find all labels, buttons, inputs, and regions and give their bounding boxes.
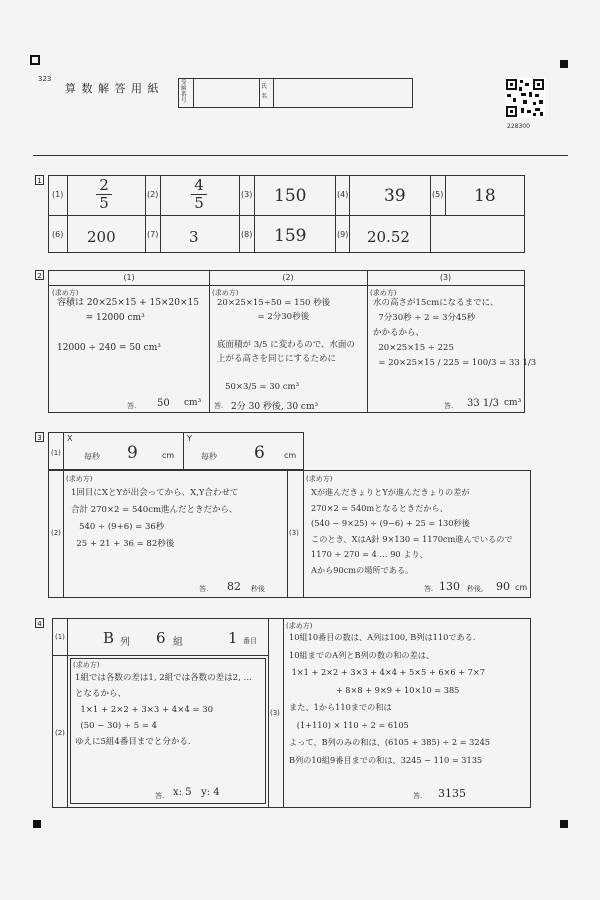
question-3-box [48,470,531,598]
q1-answer-8[interactable]: 159 [274,226,307,246]
q1-label-4: (4) [337,190,349,199]
q4-3-answer-label: 答. [413,792,423,800]
q1-label-1: (1) [52,190,64,199]
q1-answer-9[interactable]: 20.52 [367,228,410,246]
q4-2-work[interactable]: 1組では各数の差は1, 2組では各数の差は2, … となるから、 1×1 + 2×2 + 3×3 + 4×4 = 30 (50 − 30) ÷ 5 = 4 ゆえに5組4番目までと分かる. [75,673,252,747]
q3-2-answer-label: 答. [199,585,209,593]
q4-1-col[interactable]: B [103,629,115,647]
q3-2-method-label: (求め方) [66,475,93,483]
question-2-box [48,270,537,413]
q3-1-label: (1) [51,449,61,457]
q2-2-answer[interactable]: 2分 30 秒後, 30 cm³ [231,402,319,412]
question-1-number: 1 [35,175,44,185]
q1-label-9: (9) [337,230,349,239]
q2-2-answer-label: 答. [214,402,224,410]
page-title: 算 数 解 答 用 紙 [65,82,160,95]
q3-x-label: X [67,434,73,443]
q4-2-label: (2) [55,729,65,737]
q4-2-answer-label: 答. [155,792,165,800]
q3-2-label: (2) [51,529,61,537]
q1-answer-7[interactable]: 3 [189,228,199,246]
question-3-number: 3 [35,432,44,442]
exam-number-label: 受験番号 [181,80,187,104]
q4-1-order-label: 番目 [243,637,257,645]
q1-label-7: (7) [147,230,159,239]
q1-label-3: (3) [241,190,253,199]
q2-1-method-label: (求め方) [52,289,79,297]
q4-1-col-label: 列 [120,637,130,648]
q3-x-value[interactable]: 9 [127,443,138,463]
q3-3-unit-time: 秒後, [467,585,484,593]
q3-x-every-sec: 毎秒 [84,452,100,461]
corner-mark-top-left [30,55,40,65]
q4-2-method-label: (求め方) [73,661,100,669]
corner-mark-top-right [560,60,568,68]
name-label: 氏名 [261,83,268,100]
q3-y-every-sec: 毎秒 [201,452,217,461]
q1-answer-6[interactable]: 200 [87,228,116,246]
q1-answer-4[interactable]: 39 [384,186,406,206]
q2-1-answer-label: 答. [127,402,137,410]
q2-2-method-label: (求め方) [212,289,239,297]
q1-answer-1[interactable]: 2 5 [89,178,119,211]
q1-label-2: (2) [147,190,159,199]
q4-1-order[interactable]: 1 [228,629,238,647]
q3-3-work[interactable]: Xが進んだきょりとYが進んだきょりの差が 270×2 = 540mとなるときだから、 (540 − 9×25) ÷ (9−6) + 25 = 130秒後 このとき、XはA針 9×130 = 1170cm進んでいるので 1170 ÷ 270 = 4 … 90 より、 Aから90cmの場所である。 [311,487,513,575]
q4-3-method-label: (求め方) [286,622,313,630]
q2-3-answer-label: 答. [444,402,454,410]
corner-mark-bottom-left [33,820,41,828]
q3-3-method-label: (求め方) [306,475,333,483]
q1-label-5: (5) [432,190,444,199]
q3-y-label: Y [187,434,192,443]
q4-1-group[interactable]: 6 [156,629,166,647]
header-divider [33,155,568,156]
qr-id: 228300 [507,123,530,130]
q3-y-unit: cm [284,451,297,460]
question-4-box [52,618,531,808]
q2-2-work[interactable]: 20×25×15÷50 = 150 秒後 = 2分30秒後 底面積が 3/5 に変わるので、水面の 上がる高さを同じにするために 50×3/5 = 30 cm³ [217,298,355,392]
q4-1-group-label: 組 [173,637,183,648]
q2-header-2: (2) [282,273,294,282]
q1-answer-2[interactable]: 4 5 [184,178,214,211]
q2-3-answer[interactable]: 33 1/3 [467,398,499,409]
q4-3-answer[interactable]: 3135 [438,787,466,800]
q3-3-unit-dist: cm [515,583,528,592]
q3-2-work[interactable]: 1回目にXとYが出会ってから、X,Y合わせて 合計 270×2 = 540cm進んだときだから、 540 ÷ (9+6) = 36秒 25 + 21 + 36 = 82秒後 [71,488,239,549]
exam-name-box [178,78,413,108]
q3-y-value[interactable]: 6 [254,443,265,463]
q1-label-8: (8) [241,230,253,239]
q2-1-answer[interactable]: 50 [157,398,170,409]
q4-2-answer[interactable]: x: 5 y: 4 [173,787,220,798]
question-2-number: 2 [35,270,44,280]
corner-mark-bottom-right [560,820,568,828]
q3-2-unit: 秒後 [251,585,265,593]
q2-header-3: (3) [439,273,452,282]
qr-code-icon [505,78,545,118]
q2-header-1: (1) [123,273,135,282]
q1-answer-5[interactable]: 18 [474,186,496,206]
question-1-box [48,175,525,253]
q2-1-work[interactable]: 容積は 20×25×15 + 15×20×15 = 12000 cm³ 12000 ÷ 240 = 50 cm³ [57,298,200,353]
q3-3-answer-time[interactable]: 130 [439,580,460,593]
q1-answer-3[interactable]: 150 [274,186,307,206]
q2-3-work[interactable]: 水の高さが15cmになるまでに、 7分30秒 ÷ 2 = 3分45秒 かかるから、 20×25×15 ÷ 225 = 20×25×15 / 225 = 100/3 = 33 1/3 [373,298,537,368]
q2-1-unit: cm³ [184,398,202,408]
question-3-x-y-box [48,432,304,470]
question-4-number: 4 [35,618,44,628]
q4-1-label: (1) [55,633,65,641]
q3-2-answer[interactable]: 82 [227,580,241,593]
q2-3-unit: cm³ [504,398,522,408]
q3-3-answer-label: 答. [424,585,434,593]
q4-3-label: (3) [270,709,280,717]
q3-3-answer-dist[interactable]: 90 [496,580,510,593]
q2-3-method-label: (求め方) [370,289,397,297]
q4-3-work[interactable]: 10組10番目の数は、A列は100, B列は110である. 10組までのA列とB列の数の和の差は、 1×1 + 2×2 + 3×3 + 4×4 + 5×5 + 6×6 + 7×7 + 8×8 + 9×9 + 10×10 = 385 また、1から110までの和は (1+110) × 110 ÷ 2 = 6105 よって、B列のみの和は、(6105 + 385) ÷ 2 = 3245 B列の10組9番目までの和は、3245 − 110 = 3135 [289,632,491,765]
form-code: 323 [38,75,52,83]
q1-label-6: (6) [52,230,64,239]
q3-x-unit: cm [162,451,175,460]
q3-3-label: (3) [289,529,299,537]
